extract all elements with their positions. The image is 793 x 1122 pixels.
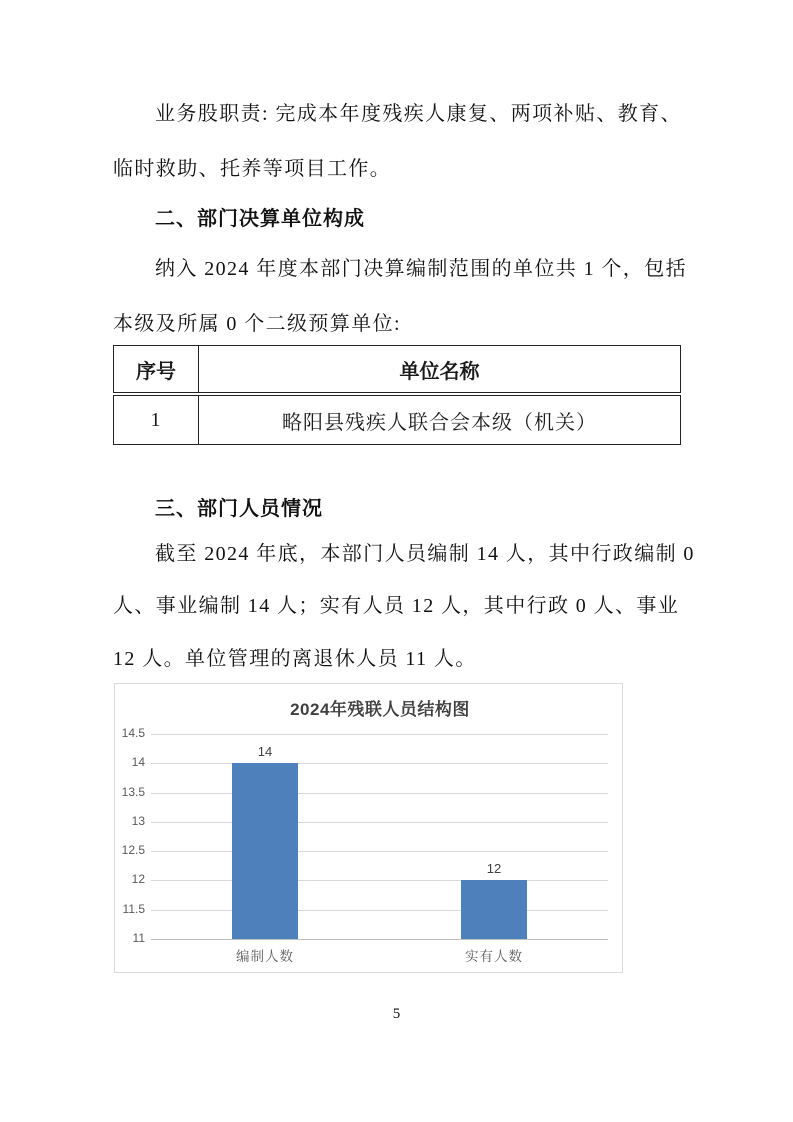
section3-paragraph-line-3: 12 人。单位管理的离退休人员 11 人。 xyxy=(113,648,477,670)
y-axis-tick-label: 14 xyxy=(131,755,145,769)
y-axis-tick-label: 12.5 xyxy=(121,843,145,857)
unit-table xyxy=(113,345,681,445)
gridline xyxy=(151,851,608,852)
unit-table-header-row xyxy=(114,346,681,395)
x-axis-category-label: 实有人数 xyxy=(465,949,523,964)
bar-value-label: 14 xyxy=(257,744,273,759)
gridline xyxy=(151,763,608,764)
unit-table-cell-seq: 1 xyxy=(114,394,199,445)
unit-table-cell-name: 略阳县残疾人联合会本级（机关） xyxy=(199,394,681,445)
bar-value-label: 12 xyxy=(486,861,502,876)
gridline xyxy=(151,880,608,881)
bar xyxy=(461,880,527,939)
y-axis-tick-label: 11.5 xyxy=(122,902,145,916)
section2-paragraph-line-2: 本级及所属 0 个二级预算单位: xyxy=(113,313,401,335)
chart-title: 2024年残联人员结构图 xyxy=(290,700,470,719)
section3-heading: 三、部门人员情况 xyxy=(155,498,323,520)
section3-paragraph-line-2: 人、事业编制 14 人；实有人员 12 人，其中行政 0 人、事业 xyxy=(113,595,680,617)
y-axis-tick-label: 13 xyxy=(131,814,145,828)
y-axis-tick-label: 14.5 xyxy=(121,726,145,740)
section2-heading: 二、部门决算单位构成 xyxy=(155,208,365,230)
section3-paragraph-line-1: 截至 2024 年底，本部门人员编制 14 人，其中行政编制 0 xyxy=(155,543,695,565)
personnel-structure-chart xyxy=(114,683,623,973)
bar xyxy=(232,763,298,939)
page-number: 5 xyxy=(392,1006,401,1022)
gridline xyxy=(151,734,608,735)
intro-paragraph-line-2: 临时救助、托养等项目工作。 xyxy=(113,158,392,180)
intro-paragraph-line-1: 业务股职责: 完成本年度残疾人康复、两项补贴、教育、 xyxy=(155,103,682,125)
unit-table-header-seq: 序号 xyxy=(114,346,199,395)
y-axis-tick-label: 13.5 xyxy=(121,785,145,799)
gridline xyxy=(151,793,608,794)
unit-table-header-name: 单位名称 xyxy=(199,346,681,395)
y-axis-tick-label: 12 xyxy=(131,872,145,886)
gridline xyxy=(151,910,608,911)
section2-paragraph-line-1: 纳入 2024 年度本部门决算编制范围的单位共 1 个，包括 xyxy=(155,258,687,280)
y-axis-tick-label: 11 xyxy=(132,931,145,945)
table-row xyxy=(114,394,681,445)
x-axis-category-label: 编制人数 xyxy=(236,949,294,964)
gridline xyxy=(151,939,608,940)
gridline xyxy=(151,822,608,823)
